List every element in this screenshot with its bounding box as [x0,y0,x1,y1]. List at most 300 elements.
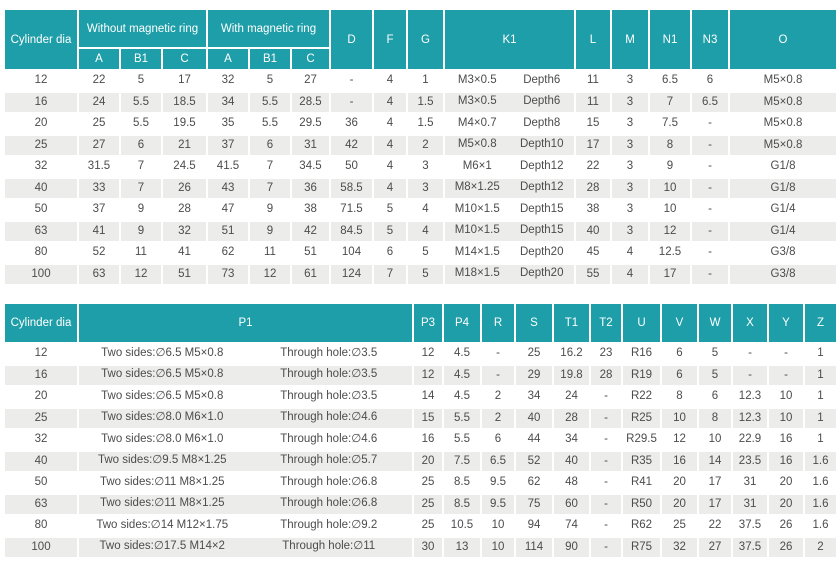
col-header-u: U [623,304,660,342]
cell-without-c: 18.5 [163,93,206,113]
cell-v: 20 [662,495,697,515]
cell-p4: 4.5 [454,347,470,359]
cell-z: 1.6 [812,476,829,488]
table-row [5,222,836,242]
col-header-cylinder-dia: Cylinder dia [5,10,77,69]
k1-thread: M14×1.5 [454,245,500,258]
col-header-cylinder-dia: Cylinder dia [5,304,77,342]
cell-x: 22.9 [738,433,762,445]
col-header-s: S [516,304,552,342]
cell-x: 31 [743,476,757,488]
cell-without-b1: 12 [121,265,161,285]
cell-without-b1: 11 [135,246,147,258]
cell-cylinder-dia: 20 [34,390,48,402]
cell-v: 6 [676,347,683,359]
cell-y: 10 [769,409,803,429]
cell-v: 32 [662,538,697,558]
cell-o: G1/8 [730,179,836,199]
table-row [5,243,836,263]
k1-depth: Depth20 [520,245,564,258]
cell-r: 6 [494,433,502,445]
cell-k1 [445,200,574,220]
p1-two-sides: Two sides:∅14 M12×1.75 [96,518,229,531]
col-header-without-a: A [79,49,119,69]
p1-through-hole: Through hole:∅4.6 [280,411,378,424]
cell-without-b1: 9 [121,222,161,242]
table-row [5,93,836,113]
cell-p3: 25 [414,495,442,515]
p1-through-hole: Through hole:∅3.5 [280,368,378,381]
cell-p4: 4.5 [444,366,480,386]
table-row [5,452,836,472]
cell-without-a: 31.5 [87,160,111,172]
cell-f: 5 [374,222,406,242]
cell-without-b1: 7 [137,160,145,172]
k1-thread: M3×0.5 [457,95,497,108]
cell-v: 16 [662,452,697,472]
cell-without-c: 51 [163,265,206,285]
cell-y: 20 [769,495,803,515]
cell-with-a: 34 [208,93,248,113]
cell-cylinder-dia: 100 [5,265,77,285]
p1-through-hole: Through hole:∅6.8 [280,475,378,488]
cell-with-c: 28.5 [292,93,329,113]
cell-l: 11 [576,93,610,113]
cell-z: 2 [805,538,836,558]
cell-n1: 7 [650,93,690,113]
p1-two-sides: Two sides:∅6.5 M5×0.8 [101,368,224,381]
cell-k1 [445,136,574,156]
cell-m: 3 [612,222,648,242]
cell-cylinder-dia: 16 [5,93,77,113]
cell-without-b1: 9 [137,203,145,215]
k1-thread: M3×0.5 [457,73,497,86]
cell-r: 9.5 [490,476,506,488]
cell-k1 [445,265,574,285]
cell-r: 10 [491,519,505,531]
cell-cylinder-dia: 16 [5,366,77,386]
cell-cylinder-dia: 12 [34,347,48,359]
col-header-p3: P3 [414,304,442,342]
k1-thread: M18×1.5 [454,267,500,280]
cell-d: 84.5 [331,222,372,242]
p1-two-sides: Two sides:∅8.0 M6×1.0 [101,411,224,424]
cell-x: 31 [733,495,767,515]
cell-o: G1/8 [770,160,796,172]
cell-t1: 90 [554,538,589,558]
cell-o: M5×0.8 [763,74,803,86]
p1-through-hole: Through hole:∅6.8 [280,497,378,510]
cell-p4: 5.5 [454,433,470,445]
cell-r: 2 [494,390,502,402]
table1-body [5,71,836,284]
cell-x: - [733,366,767,386]
k1-depth: Depth12 [520,181,564,194]
p1-two-sides: Two sides:∅17.5 M14×2 [99,540,225,553]
cell-s: 44 [527,433,541,445]
col-header-without-b1: B1 [121,49,161,69]
cell-t2: - [604,390,608,402]
cell-cylinder-dia: 80 [34,246,48,258]
cell-l: 28 [576,179,610,199]
cell-g: 5 [408,265,443,285]
table-row [5,114,836,134]
cell-l: 15 [586,117,600,129]
cell-w: 17 [708,476,722,488]
cell-without-c: 28 [178,203,191,215]
cell-without-a: 37 [92,203,106,215]
cell-without-c: 24.5 [173,160,196,172]
p1-two-sides: Two sides:∅8.0 M6×1.0 [101,432,224,445]
col-header-p4: P4 [444,304,480,342]
cell-with-a: 32 [221,74,235,86]
cell-with-a: 62 [221,246,235,258]
cell-g: 4 [422,203,429,215]
cell-x: 12.3 [738,390,762,402]
cell-cylinder-dia: 32 [34,433,48,445]
col-header-t2: T2 [591,304,621,342]
table-row [5,179,836,199]
cell-t1: 24 [565,390,578,402]
cell-r: 2 [482,409,514,429]
col-header-k1: K1 [445,10,574,69]
cell-w: 6 [711,390,719,402]
cell-s: 114 [516,538,552,558]
cell-p4: 8.5 [444,495,480,515]
col-header-z: Z [805,304,836,342]
cell-m: 3 [626,203,634,215]
cell-k1 [445,243,574,263]
table2-header [5,304,836,342]
cell-without-a: 63 [79,265,119,285]
cell-t2: 28 [591,366,621,386]
cell-without-a: 27 [79,136,119,156]
cell-u: R62 [630,519,653,531]
cell-z: 1 [817,347,824,359]
col-header-v: V [662,304,697,342]
cell-t1: 19.8 [554,366,589,386]
k1-thread: M5×0.8 [457,138,497,151]
col-group-without-magnetic-ring: Without magnetic ring [79,10,206,47]
k1-depth: Depth15 [520,224,564,237]
col-header-w: W [699,304,731,342]
cell-p4: 13 [444,538,480,558]
cell-with-b1: 5.5 [262,117,278,129]
cell-f: 7 [374,265,406,285]
cell-s: 52 [516,452,552,472]
cell-without-c: 19.5 [173,117,196,129]
cell-p3: 20 [414,452,442,472]
cell-d: 104 [341,246,362,258]
cell-with-c: 31 [292,136,329,156]
cell-l: 17 [576,136,610,156]
cell-p1 [79,430,412,450]
cell-p1 [79,495,412,515]
cell-without-b1: 5.5 [121,93,161,113]
col-header-n1: N1 [650,10,690,69]
cell-o: G1/4 [730,222,836,242]
cell-v: 10 [662,409,697,429]
cell-p3: 30 [414,538,442,558]
cell-l: 22 [586,160,600,172]
cell-t1: 48 [565,476,578,488]
cell-p3: 12 [414,366,442,386]
cell-g: 3 [408,179,443,199]
cell-with-b1: 7 [266,160,274,172]
cell-y: 16 [769,452,803,472]
cell-without-a: 25 [92,117,106,129]
p1-two-sides: Two sides:∅6.5 M5×0.8 [101,389,224,402]
cell-f: 6 [386,246,394,258]
cell-cylinder-dia: 100 [5,538,77,558]
cell-w: 17 [699,495,731,515]
cell-p1 [79,387,412,407]
cell-m: 3 [626,74,634,86]
table-row [5,516,836,536]
cell-u: R25 [623,409,660,429]
cell-with-c: 34.5 [299,160,322,172]
cell-y: 26 [769,538,803,558]
col-header-d: D [331,10,372,69]
cell-cylinder-dia: 32 [34,160,48,172]
cell-n3: - [692,222,728,242]
cell-x: 12.3 [733,409,767,429]
cell-p3: 16 [421,433,435,445]
cell-n3: - [692,136,728,156]
table-spacer [3,286,837,302]
cell-k1 [445,71,574,91]
cell-n1: 9 [666,160,674,172]
cell-without-c: 32 [163,222,206,242]
cell-with-a: 37 [208,136,248,156]
cell-with-c: 38 [304,203,317,215]
cell-l: 45 [586,246,600,258]
cell-x: 37.5 [733,538,767,558]
cell-without-a: 22 [92,74,106,86]
k1-thread: M10×1.5 [454,224,500,237]
cell-without-b1: 5 [137,74,145,86]
cell-t2: - [604,476,608,488]
cell-cylinder-dia: 50 [34,203,48,215]
k1-thread: M6×1 [462,159,492,172]
cell-x: 37.5 [738,519,762,531]
col-header-p1: P1 [79,304,412,342]
cell-l: 38 [586,203,600,215]
cell-z: 1 [817,433,824,445]
p1-through-hole: Through hole:∅11 [282,540,376,553]
cell-d: - [331,93,372,113]
k1-depth: Depth12 [520,159,564,172]
cell-with-a: 51 [208,222,248,242]
cell-x: 23.5 [733,452,767,472]
cell-n1: 12.5 [658,246,682,258]
cell-t1: 28 [554,409,589,429]
cell-n3: - [708,117,712,129]
table2-body [5,344,836,557]
cell-g: 1 [422,74,429,86]
p1-two-sides: Two sides:∅11 M8×1.25 [99,497,225,510]
cell-y: - [769,366,803,386]
cell-w: 10 [708,433,722,445]
cell-o: G3/8 [770,246,796,258]
cell-without-c: 41 [178,246,191,258]
cell-p3: 12 [421,347,435,359]
cell-z: 1 [805,366,836,386]
cell-t2: - [591,495,621,515]
cell-k1 [445,222,574,242]
cell-v: 25 [673,519,686,531]
table-row [5,409,836,429]
p1-two-sides: Two sides:∅11 M8×1.25 [99,475,225,488]
cell-with-c: 36 [292,179,329,199]
cell-k1 [445,93,574,113]
col-group-with-magnetic-ring: With magnetic ring [208,10,329,47]
cell-y: 26 [779,519,793,531]
cell-p4: 5.5 [444,409,480,429]
cell-without-b1: 5.5 [133,117,149,129]
cell-t2: - [591,409,621,429]
cell-f: 4 [374,179,406,199]
cell-t1: 60 [554,495,589,515]
cell-z: 1.6 [812,519,829,531]
cell-without-a: 33 [79,179,119,199]
cell-o: M5×0.8 [763,117,803,129]
cell-w: 5 [711,347,719,359]
cell-t2: - [604,433,608,445]
col-header-n3: N3 [692,10,728,69]
col-header-with-c: C [292,49,329,69]
col-header-r: R [482,304,514,342]
cell-without-c: 26 [163,179,206,199]
col-header-y: Y [769,304,803,342]
cell-without-c: 17 [178,74,191,86]
cell-with-a: 41.5 [216,160,240,172]
cell-p4: 7.5 [444,452,480,472]
cell-n1: 17 [650,265,690,285]
col-header-f: F [374,10,406,69]
cell-g: 4 [408,222,443,242]
cell-u: R29.5 [626,433,657,445]
p1-through-hole: Through hole:∅5.7 [280,454,378,467]
cell-l: 11 [587,74,599,86]
cell-w: 22 [708,519,722,531]
cell-p1 [79,344,412,364]
cell-n1: 6.5 [662,74,678,86]
table-row [5,473,836,493]
cell-y: - [784,347,788,359]
cell-cylinder-dia: 40 [5,452,77,472]
cell-n3: - [708,203,712,215]
k1-depth: Depth6 [523,73,561,86]
table-row [5,387,836,407]
col-header-o: O [730,10,836,69]
cell-u: R16 [630,347,653,359]
cell-with-b1: 6 [250,136,290,156]
cell-with-b1: 5 [266,74,274,86]
p1-through-hole: Through hole:∅3.5 [280,346,378,359]
cell-n1: 10 [663,203,677,215]
cell-k1 [445,179,574,199]
cell-d: 58.5 [331,179,372,199]
cell-u: R35 [623,452,660,472]
cell-s: 62 [527,476,541,488]
cell-t2: - [591,538,621,558]
cell-r: - [482,366,514,386]
cell-cylinder-dia: 63 [5,222,77,242]
cell-with-c: 51 [304,246,317,258]
cell-cylinder-dia: 25 [5,136,77,156]
col-header-m: M [612,10,648,69]
cell-p4: 4.5 [454,390,470,402]
cell-g: 1.5 [417,117,434,129]
cell-o: G1/4 [770,203,796,215]
cell-m: 3 [612,136,648,156]
cell-with-b1: 12 [250,265,290,285]
cell-f: 5 [386,203,394,215]
cell-y: 20 [779,476,793,488]
cell-with-a: 43 [208,179,248,199]
cell-t1: 34 [565,433,578,445]
cell-with-b1: 7 [250,179,290,199]
cell-n3: 6.5 [692,93,728,113]
k1-depth: Depth8 [523,116,561,129]
cell-z: 1 [817,390,824,402]
cell-l: 55 [576,265,610,285]
cell-with-c: 42 [292,222,329,242]
p1-two-sides: Two sides:∅9.5 M8×1.25 [97,454,227,467]
cell-t1: 16.2 [560,347,583,359]
cell-s: 75 [516,495,552,515]
cell-p1 [79,452,412,472]
k1-depth: Depth10 [520,138,564,151]
table-row [5,265,836,285]
cell-u: R41 [630,476,653,488]
k1-depth: Depth15 [520,202,564,215]
cell-with-c: 61 [292,265,329,285]
k1-depth: Depth6 [523,95,561,108]
cell-d: 42 [331,136,372,156]
cell-s: 40 [516,409,552,429]
k1-depth: Depth20 [520,267,564,280]
table-row [5,538,836,558]
cell-p3: 15 [414,409,442,429]
cell-with-b1: 5.5 [250,93,290,113]
cell-m: 4 [626,246,634,258]
cell-s: 29 [516,366,552,386]
cell-l: 40 [576,222,610,242]
col-header-x: X [733,304,767,342]
cell-n3: - [708,246,712,258]
cell-m: 3 [612,93,648,113]
cell-d: 124 [331,265,372,285]
cell-p3: 25 [421,519,435,531]
cell-v: 20 [673,476,686,488]
cell-d: 36 [345,117,358,129]
cell-k1 [445,157,574,177]
cell-m: 3 [612,179,648,199]
cell-p4: 10.5 [450,519,474,531]
cell-r: 10 [482,538,514,558]
cell-n1: 10 [650,179,690,199]
table1-header [5,10,836,69]
cell-u: R50 [623,495,660,515]
cell-without-b1: 7 [121,179,161,199]
table-row [5,366,836,386]
cell-with-a: 73 [208,265,248,285]
cell-n1: 12 [650,222,690,242]
table-row [5,200,836,220]
col-header-t1: T1 [554,304,589,342]
